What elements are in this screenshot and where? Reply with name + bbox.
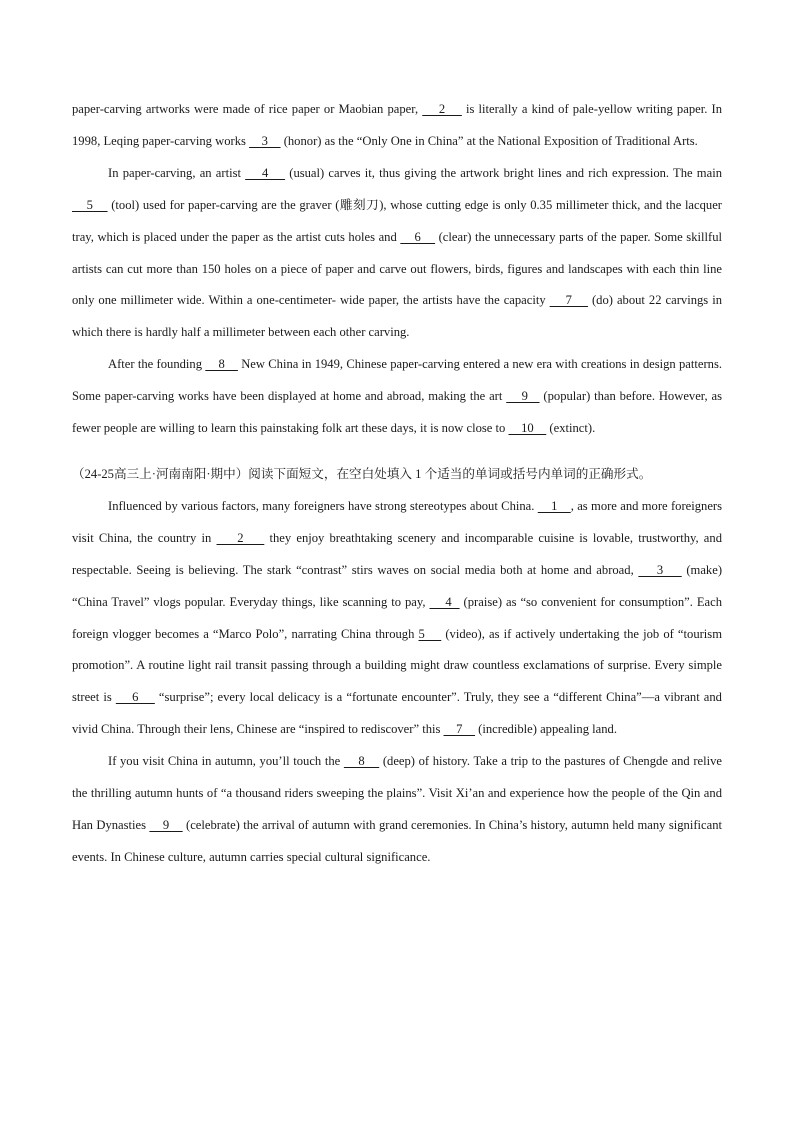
paragraph-text: (clear) the unnecessary parts of the paper. Some skillful artists can cut more than 150 holes on a piece of paper and carve out flowers, birds, figures and landscapes with each thin line only one millimeter wide. Within a one-centimeter- wide paper, the artists have the capacity — [72, 229, 722, 308]
paragraph-text: (popular) than before. However, as fewer people are willing to learn this painstaking folk art these days, it is now close to — [72, 389, 722, 436]
answer-blank: 8 — [343, 754, 380, 769]
paragraph — [72, 746, 722, 874]
paragraph-text: (extinct). — [546, 421, 596, 436]
answer-blank: 5 — [418, 626, 442, 641]
exercise-source-instruction: （24-25高三上·河南南阳·期中）阅读下面短文，在空白处填入 1 个适当的单词或括号内单词的正确形式。 — [72, 466, 652, 481]
paragraph-text: , as more and more foreigners visit China, the country in — [72, 498, 723, 545]
paragraph-text: (tool) used for paper-carving are the graver (雕刻刀), whose cutting edge is only 0.35 millimeter thick, and the lacquer tray, which is placed under the paper as the artist cuts holes and — [72, 197, 722, 244]
answer-blank: 6 — [400, 229, 436, 244]
paragraph-text: (video), as if actively undertaking the job of “tourism promotion”. A routine light rail transit passing through a building might draw countless exclamations of surprise. Every simple street is — [72, 626, 722, 705]
answer-blank: 9 — [506, 389, 540, 404]
answer-blank: 7 — [549, 293, 588, 308]
answer-blank: 2 — [216, 530, 265, 545]
paragraph-text: (usual) carves it, thus giving the artwork bright lines and rich expression. The main — [285, 165, 722, 180]
paragraph-text: If you visit China in autumn, you’ll touch the — [108, 754, 344, 769]
paragraph-text: they enjoy breathtaking scenery and incomparable cuisine is lovable, trustworthy, and respectable. Seeing is believing. The stark “contrast” stirs waves on social media both at home and abroad, — [72, 530, 722, 577]
answer-blank: 4 — [429, 594, 460, 609]
answer-blank: 1 — [537, 498, 571, 513]
paragraph — [72, 158, 722, 349]
paragraph-text: New China in 1949, Chinese paper-carving entered a new era with creations in design patterns. Some paper-carving works have been displayed at home and abroad, making the art — [72, 357, 722, 404]
answer-blank: 2 — [422, 102, 462, 116]
document-page — [72, 94, 722, 874]
paragraph — [72, 349, 722, 445]
answer-blank: 10 — [508, 421, 547, 436]
paragraph-text: (do) about 22 carvings in which there is hardly half a millimeter between each other carving. — [72, 293, 722, 340]
paragraph-text: (incredible) appealing land. — [475, 722, 617, 737]
paragraph-text: is literally a kind of pale-yellow writing paper. In 1998, Leqing paper-carving works — [72, 102, 722, 148]
paragraph — [72, 94, 722, 158]
answer-blank: 5 — [72, 197, 108, 212]
paragraph — [72, 491, 722, 746]
passage-china-travel — [72, 491, 722, 874]
paragraph-text: (celebrate) the arrival of autumn with grand ceremonies. In China’s history, autumn held many significant events. In Chinese culture, autumn carries special cultural significance. — [72, 817, 722, 864]
answer-blank: 3 — [638, 562, 682, 577]
answer-blank: 6 — [115, 690, 155, 705]
paragraph-text: In paper-carving, an artist — [108, 165, 246, 180]
paragraph-text: After the founding — [108, 357, 206, 372]
answer-blank: 7 — [443, 722, 476, 737]
passage-paper-carving — [72, 94, 722, 445]
paragraph-text: “surprise”; every local delicacy is a “fortunate encounter”. Truly, they see a “different China”—a vibrant and vivid China. Through their lens, Chinese are “inspired to rediscover” this — [72, 690, 722, 737]
answer-blank: 4 — [245, 165, 286, 180]
paragraph-text: Influenced by various factors, many foreigners have strong stereotypes about China. — [108, 498, 538, 513]
answer-blank: 8 — [205, 357, 238, 372]
answer-blank: 9 — [149, 817, 183, 832]
paragraph-text: (make) “China Travel” vlogs popular. Everyday things, like scanning to pay, — [72, 562, 723, 609]
paragraph-text: (honor) as the “Only One in China” at the National Exposition of Traditional Arts. — [280, 133, 698, 148]
paragraph-text: paper-carving artworks were made of rice paper or Maobian paper, — [72, 102, 423, 116]
paragraph-text: (deep) of history. Take a trip to the pastures of Chengde and relive the thrilling autumn hunts of “a thousand riders sweeping the plains”. Visit Xi’an and experience how the people of the Qin and Han Dynasties — [72, 754, 723, 832]
answer-blank: 3 — [249, 133, 281, 148]
paragraph-text: (praise) as “so convenient for consumption”. Each foreign vlogger becomes a “Marco Polo”, narrating China through — [72, 594, 723, 641]
